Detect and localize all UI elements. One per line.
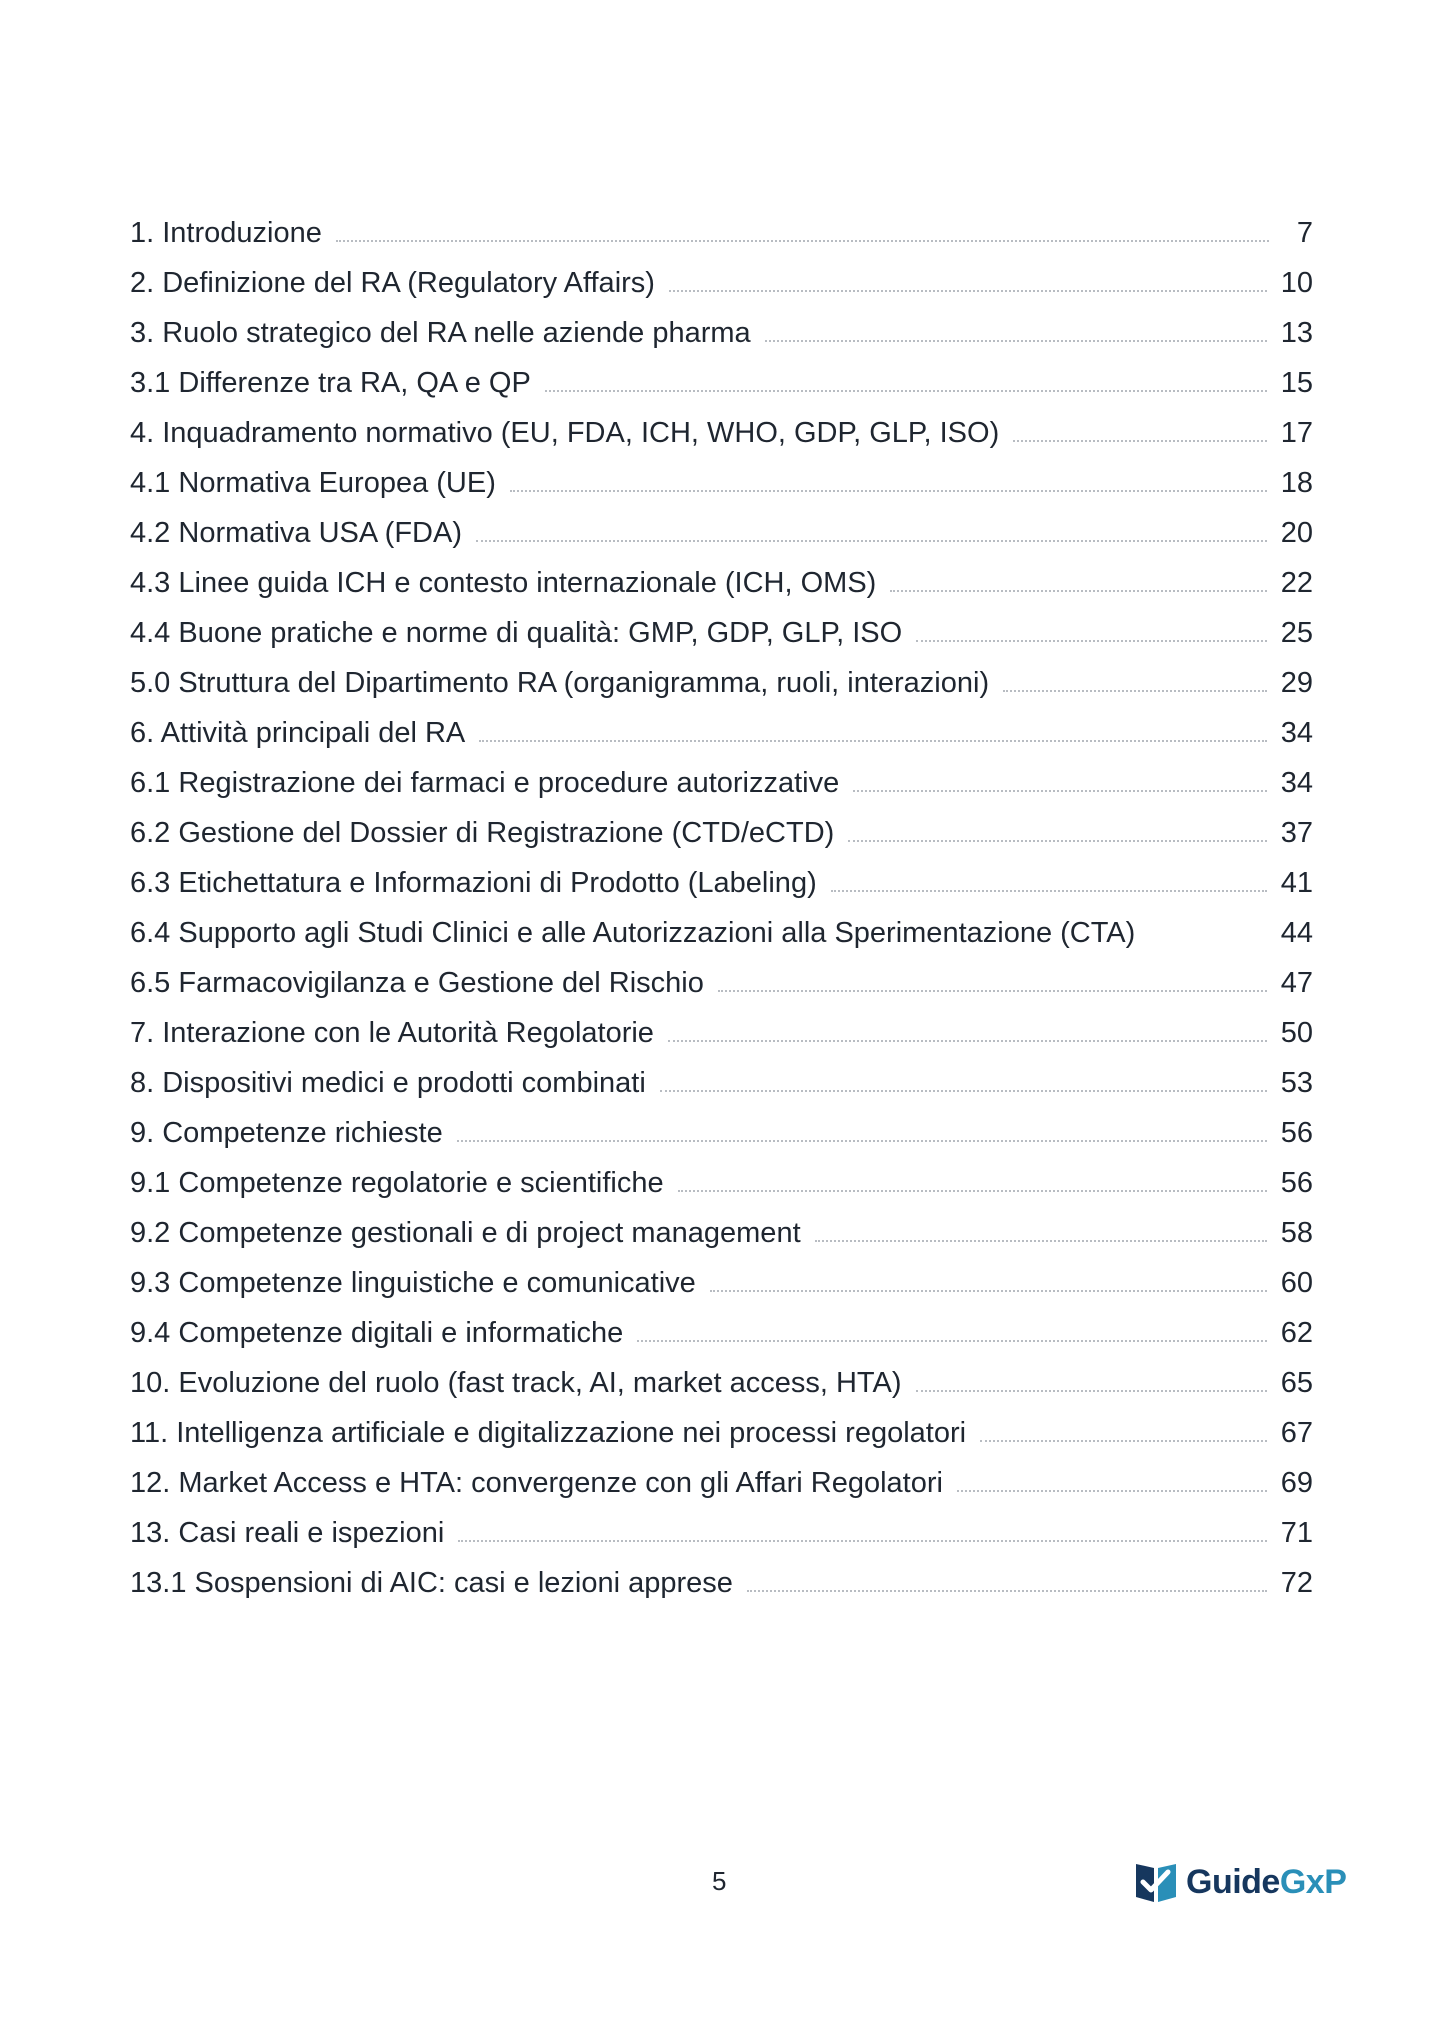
toc-entry-page: 34 — [1280, 767, 1313, 799]
toc-entry-page: 44 — [1280, 917, 1313, 949]
toc-entry-page: 50 — [1280, 1017, 1313, 1049]
dotted-leader — [637, 1316, 1266, 1342]
dotted-leader — [1003, 666, 1267, 692]
toc-entry-page: 56 — [1280, 1117, 1313, 1149]
toc-entry[interactable] — [130, 866, 1313, 900]
toc-entry-title: 11. Intelligenza artificiale e digitalizzazione nei processi regolatori — [130, 1417, 967, 1449]
dotted-leader — [890, 566, 1266, 592]
toc-entry-title: 4.2 Normativa USA (FDA) — [130, 517, 462, 549]
toc-entry[interactable] — [130, 1416, 1313, 1450]
dotted-leader — [815, 1216, 1267, 1242]
toc-entry-title: 3. Ruolo strategico del RA nelle aziende pharma — [130, 317, 751, 349]
toc-entry[interactable] — [130, 1066, 1313, 1100]
book-check-icon — [1134, 1860, 1178, 1904]
toc-entry[interactable] — [130, 1166, 1313, 1200]
toc-entry-title: 9.4 Competenze digitali e informatiche — [130, 1317, 624, 1349]
toc-entry[interactable] — [130, 1266, 1313, 1300]
dotted-leader — [980, 1416, 1267, 1442]
toc-entry-title: 4.3 Linee guida ICH e contesto internazionale (ICH, OMS) — [130, 567, 877, 599]
toc-entry-title: 4.1 Normativa Europea (UE) — [130, 467, 496, 499]
toc-entry-page: 34 — [1280, 717, 1313, 749]
toc-entry[interactable] — [130, 216, 1313, 250]
toc-entry-title: 7. Interazione con le Autorità Regolatorie — [130, 1017, 654, 1049]
toc-entry[interactable] — [130, 916, 1313, 950]
dotted-leader — [336, 216, 1269, 242]
toc-entry[interactable] — [130, 1466, 1313, 1500]
dotted-leader — [916, 1366, 1267, 1392]
dotted-leader — [545, 366, 1267, 392]
toc-entry[interactable] — [130, 566, 1313, 600]
toc-entry-title: 6.5 Farmacovigilanza e Gestione del Rischio — [130, 967, 704, 999]
guidegxp-logo — [1134, 1860, 1346, 1904]
toc-entry-title: 4. Inquadramento normativo (EU, FDA, ICH, WHO, GDP, GLP, ISO) — [130, 417, 1000, 449]
toc-entry-page: 17 — [1280, 417, 1313, 449]
dotted-leader — [853, 766, 1266, 792]
dotted-leader — [458, 1516, 1266, 1542]
toc-entry-page: 15 — [1280, 367, 1313, 399]
dotted-leader — [831, 866, 1267, 892]
dotted-leader — [765, 316, 1267, 342]
toc-entry-title: 6.2 Gestione del Dossier di Registrazione (CTD/eCTD) — [130, 817, 835, 849]
toc-entry-title: 13. Casi reali e ispezioni — [130, 1517, 445, 1549]
dotted-leader — [957, 1466, 1267, 1492]
toc-entry-title: 12. Market Access e HTA: convergenze con gli Affari Regolatori — [130, 1467, 943, 1499]
toc-entry-title: 6.1 Registrazione dei farmaci e procedure autorizzative — [130, 767, 840, 799]
toc-entry-title: 6.4 Supporto agli Studi Clinici e alle Autorizzazioni alla Sperimentazione (CTA) — [130, 917, 1136, 949]
toc-entry[interactable] — [130, 1566, 1313, 1600]
dotted-leader — [476, 516, 1267, 542]
dotted-leader — [669, 266, 1267, 292]
toc-entry-title: 9.2 Competenze gestionali e di project management — [130, 1217, 801, 1249]
toc-entry[interactable] — [130, 1316, 1313, 1350]
toc-entry-title: 6.3 Etichettatura e Informazioni di Prodotto (Labeling) — [130, 867, 817, 899]
toc-entry-page: 58 — [1280, 1217, 1313, 1249]
toc-entry-page: 7 — [1296, 217, 1313, 249]
dotted-leader — [1149, 916, 1266, 940]
toc-entry-title: 9. Competenze richieste — [130, 1117, 443, 1149]
dotted-leader — [510, 466, 1267, 492]
page-number: 5 — [712, 1866, 727, 1896]
toc-entry-page: 20 — [1280, 517, 1313, 549]
toc-entry[interactable] — [130, 366, 1313, 400]
toc-entry[interactable] — [130, 766, 1313, 800]
toc-entry-page: 62 — [1280, 1317, 1313, 1349]
toc-entry-page: 29 — [1280, 667, 1313, 699]
toc-entry-title: 8. Dispositivi medici e prodotti combinati — [130, 1067, 646, 1099]
toc-entry-page: 69 — [1280, 1467, 1313, 1499]
toc-entry[interactable] — [130, 1016, 1313, 1050]
toc-entry[interactable] — [130, 1116, 1313, 1150]
toc-entry-title: 9.1 Competenze regolatorie e scientifiche — [130, 1167, 664, 1199]
toc-entry-title: 9.3 Competenze linguistiche e comunicative — [130, 1267, 696, 1299]
toc-entry[interactable] — [130, 466, 1313, 500]
toc-entry-page: 47 — [1280, 967, 1313, 999]
toc-entry-page: 67 — [1280, 1417, 1313, 1449]
toc-entry-page: 71 — [1280, 1517, 1313, 1549]
toc-entry[interactable] — [130, 616, 1313, 650]
toc-entry[interactable] — [130, 1216, 1313, 1250]
dotted-leader — [1013, 416, 1267, 442]
toc-entry-page: 65 — [1280, 1367, 1313, 1399]
toc-entry-page: 37 — [1280, 817, 1313, 849]
toc-entry-title: 6. Attività principali del RA — [130, 717, 466, 749]
dotted-leader — [848, 816, 1266, 842]
dotted-leader — [678, 1166, 1267, 1192]
toc-entry-page: 13 — [1280, 317, 1313, 349]
toc-entry[interactable] — [130, 316, 1313, 350]
toc-entry[interactable] — [130, 516, 1313, 550]
toc-entry[interactable] — [130, 816, 1313, 850]
toc-entry[interactable] — [130, 966, 1313, 1000]
dotted-leader — [668, 1016, 1267, 1042]
dotted-leader — [457, 1116, 1267, 1142]
toc-entry[interactable] — [130, 1366, 1313, 1400]
table-of-contents — [130, 216, 1313, 1616]
dotted-leader — [718, 966, 1267, 992]
toc-entry-title: 13.1 Sospensioni di AIC: casi e lezioni apprese — [130, 1567, 733, 1599]
toc-entry-page: 41 — [1280, 867, 1313, 899]
toc-entry-page: 72 — [1280, 1567, 1313, 1599]
toc-entry-page: 25 — [1280, 617, 1313, 649]
toc-entry[interactable] — [130, 1516, 1313, 1550]
toc-entry[interactable] — [130, 666, 1313, 700]
toc-entry-page: 53 — [1280, 1067, 1313, 1099]
toc-entry-page: 22 — [1280, 567, 1313, 599]
toc-entry-title: 2. Definizione del RA (Regulatory Affairs) — [130, 267, 655, 299]
logo-text: GuideGxP — [1186, 1862, 1347, 1901]
dotted-leader — [916, 616, 1267, 642]
toc-entry[interactable] — [130, 716, 1313, 750]
toc-entry-title: 4.4 Buone pratiche e norme di qualità: GMP, GDP, GLP, ISO — [130, 617, 903, 649]
toc-entry[interactable] — [130, 416, 1313, 450]
toc-entry-page: 60 — [1280, 1267, 1313, 1299]
toc-entry[interactable] — [130, 266, 1313, 300]
toc-entry-page: 56 — [1280, 1167, 1313, 1199]
toc-entry-title: 1. Introduzione — [130, 217, 322, 249]
dotted-leader — [710, 1266, 1267, 1292]
dotted-leader — [479, 716, 1266, 742]
toc-entry-title: 10. Evoluzione del ruolo (fast track, AI, market access, HTA) — [130, 1367, 902, 1399]
toc-entry-page: 10 — [1280, 267, 1313, 299]
toc-entry-page: 18 — [1280, 467, 1313, 499]
dotted-leader — [660, 1066, 1267, 1092]
toc-entry-title: 3.1 Differenze tra RA, QA e QP — [130, 367, 531, 399]
toc-entry-title: 5.0 Struttura del Dipartimento RA (organigramma, ruoli, interazioni) — [130, 667, 990, 699]
dotted-leader — [747, 1566, 1267, 1592]
